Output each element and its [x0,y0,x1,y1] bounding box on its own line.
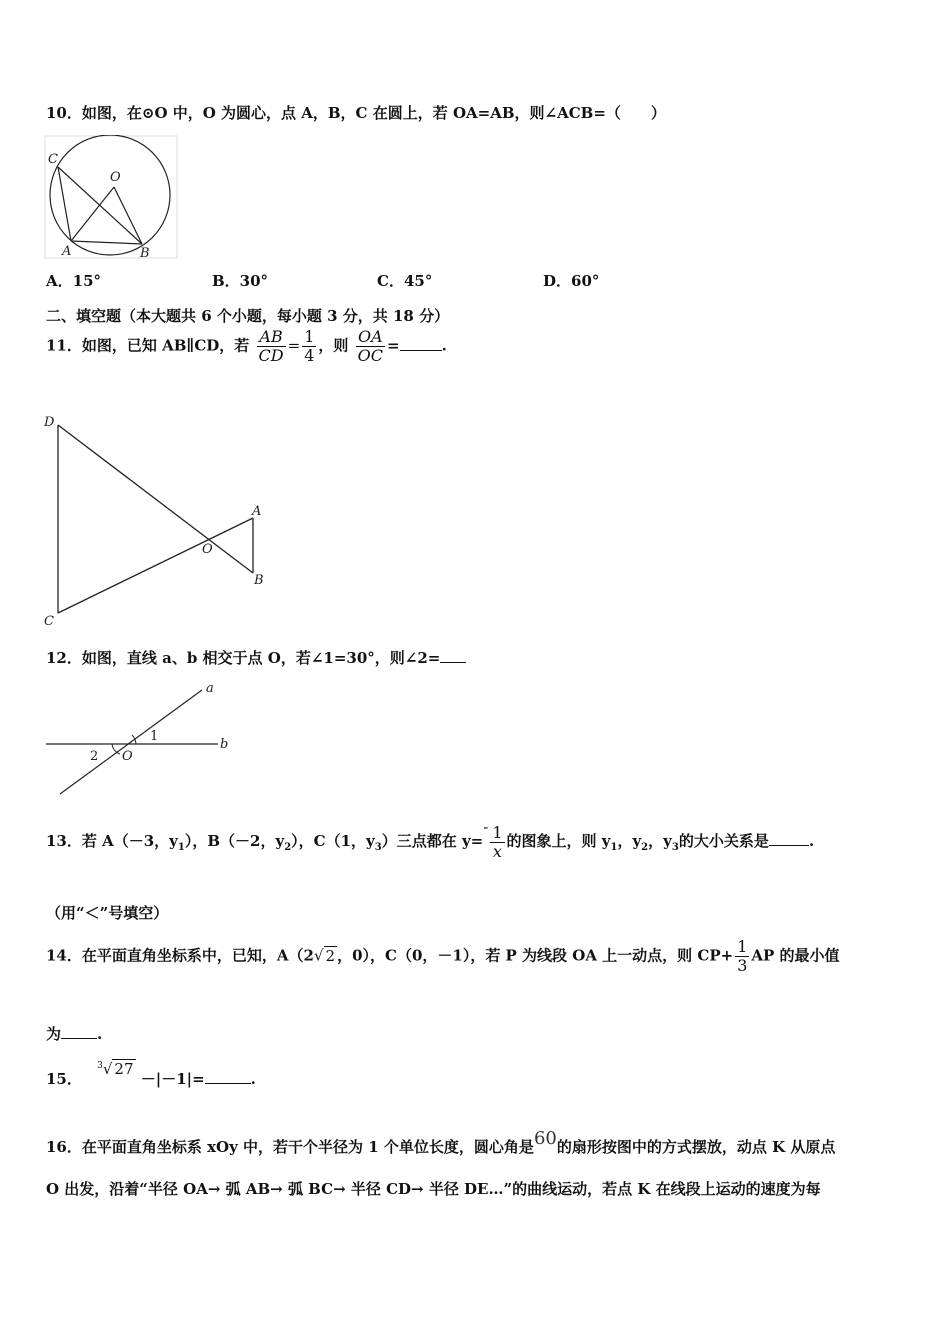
q12-text: 12．如图，直线 a、b 相交于点 O，若∠1=30°，则∠2= [46,647,466,668]
answer-blank [440,648,466,663]
fraction-oa-oc: $\frac{OA}{OC}$ [357,327,383,365]
label-b: B [254,573,264,588]
option-b: B．30° [212,272,269,290]
answer-blank [61,1024,97,1039]
label-angle-2: 2 [90,749,99,764]
answer-blank [769,831,809,846]
fraction-one-over-x: $\frac{1}{x}$ [492,822,503,861]
q16-line2: O 出发，沿着“半径 OA→ 弧 AB→ 弧 BC→ 半径 CD→ 半径 DE…”的曲线运动，若点 K 在线段上运动的速度为每 [46,1180,821,1198]
q14-line2: 为 . [46,1025,103,1043]
q13-text: 13．若 A（－3，$y_1$），B（－2，$y_2$），C（1，$y_3$）三点都在 y=- $\frac{1}{x}$ 的图象上，则 $y_1$，$y_2$，$y_3$的大小关系是 . [46,818,815,861]
circle-o [50,135,170,255]
label-a: A [252,504,262,519]
fraction-ab-cd: $\frac{AB}{CD}$ [258,327,284,365]
label-d: D [44,415,55,430]
option-a: A．15° [46,272,102,290]
option-d: D．60° [543,272,600,290]
label-c: C [44,614,54,629]
q16-line1: 16．在平面直角坐标系 xOy 中，若干个半径为 1 个单位长度，圆心角是60的扇形按图中的方式摆放，动点 K 从原点 [46,1128,836,1156]
label-b: B [140,246,150,260]
q11-figure [40,408,280,630]
q14-text: 14．在平面直角坐标系中，已知，A（2√ 2 ，0），C（0，－1），若 P 为线段 OA 上一动点，则 CP+ $\frac{1}{3}$ AP 的最小值 [46,937,840,975]
q10-circle-figure [44,135,179,260]
q10-text: 10．如图，在⊙O 中，O 为圆心，点 A，B，C 在圆上，若 OA=AB，则∠ACB=（ ） [46,104,666,122]
label-angle-1: 1 [150,729,159,744]
label-b: b [220,737,229,752]
q15-text: 15． $^3$√ 27 －|－1|= . [46,1060,256,1088]
option-c: C．45° [377,272,433,290]
section-heading: 二、填空题（本大题共 6 个小题，每小题 3 分，共 18 分） [46,307,450,325]
fraction-one-third: $\frac{1}{3}$ [737,937,748,975]
label-o: O [110,170,121,185]
q11-text: 11．如图，已知 AB∥CD，若 $\frac{AB}{CD}$ = $\frac{1}{4}$ ，则 $\frac{OA}{OC}$ = . [46,327,447,365]
q13-note: （用“＜”号填空） [46,904,169,922]
label-o: O [202,542,213,557]
answer-blank [400,336,442,351]
label-a: A [62,244,72,259]
sqrt-two: √ 2 [313,946,336,965]
answer-blank [205,1069,251,1084]
cube-root-27: $^3$√ 27 [97,1060,134,1078]
q12-figure [40,680,250,800]
label-c: C [48,152,58,167]
label-a: a [206,681,214,696]
label-o: O [122,749,133,764]
fraction-one-fourth: $\frac{1}{4}$ [304,327,315,365]
